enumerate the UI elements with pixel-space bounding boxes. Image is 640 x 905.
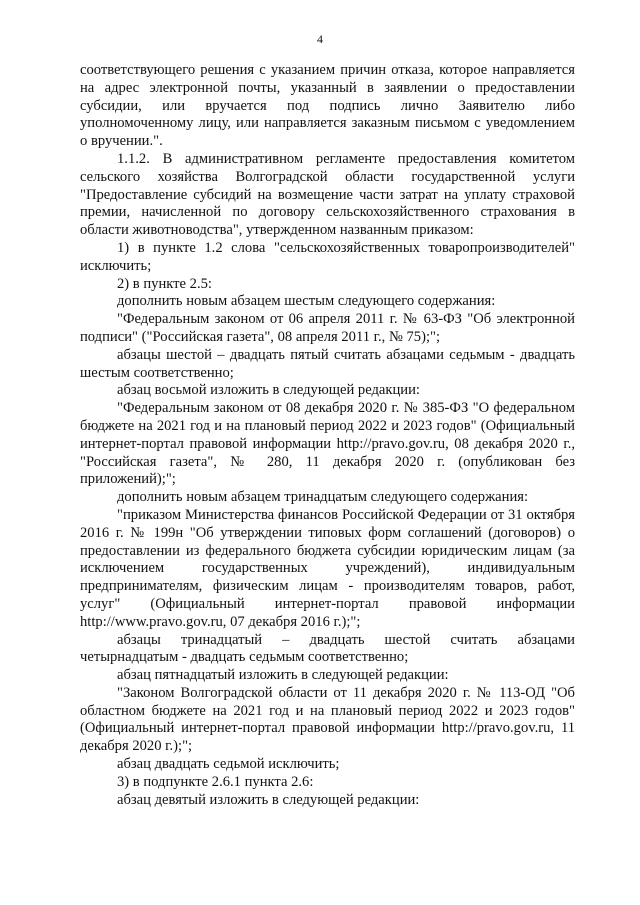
paragraph-2: 1.1.2. В административном регламенте предоставления комитетом сельского хозяйства Волгоградской области государственной услуги "Предоставление субсидий на возмещение части затрат на уплату страховой премии, начисленной по договору сельскохозяйственного страхования в области животноводства", утвержденном названным приказом: xyxy=(80,150,575,239)
paragraph-10: дополнить новым абзацем тринадцатым следующего содержания: xyxy=(117,489,529,506)
paragraph-3: 1) в пункте 1.2 слова "сельскохозяйственных товаропроизводителей" исключить; xyxy=(80,239,575,274)
paragraph-6: "Федеральным законом от 06 апреля 2011 г. № 63-ФЗ "Об электронной подписи" ("Российская газета", 08 апреля 2011 г., № 75);"; xyxy=(80,311,575,345)
document-body xyxy=(80,62,575,809)
paragraph-14: "Законом Волгоградской области от 11 декабря 2020 г. № 113-ОД "Об областном бюджете на 2021 год и на плановый период 2022 и 2023 годов" (Официальный интернет-портал правовой информации http://pravo.gov.ru, 11 декабря 2020 г.);"; xyxy=(80,684,575,755)
paragraph-9: "Федеральным законом от 08 декабря 2020 г. № 385-ФЗ "О федеральном бюджете на 2021 год и на плановый период 2022 и 2023 годов" (Официальный интернет-портал правовой информации http://pravo.gov.ru, 08 декабря 2020 г., "Российская газета", № 280, 11 декабря 2020 г. (опубликован без приложений);"; xyxy=(80,400,575,488)
paragraph-15: абзац двадцать седьмой исключить; xyxy=(117,756,340,773)
paragraph-4: 2) в пункте 2.5: xyxy=(117,275,212,292)
page-number: 4 xyxy=(317,32,323,46)
paragraph-11: "приказом Министерства финансов Российской Федерации от 31 октября 2016 г. № 199н "Об утверждении типовых форм соглашений (договоров) о предоставлении из федерального бюджета субсидии юридическим лицам (за исключением государственных учреждений), индивидуальным предпринимателям, физическим лицам - производителям товаров, работ, услуг" (Официальный интернет-портал правовой информации http://www.pravo.gov.ru, 07 декабря 2016 г.);"; xyxy=(80,506,575,630)
paragraph-12: абзацы тринадцатый – двадцать шестой считать абзацами четырнадцатым - двадцать седьмым соответственно; xyxy=(80,631,575,666)
paragraph-16: 3) в подпункте 2.6.1 пункта 2.6: xyxy=(117,773,314,790)
paragraph-17: абзац девятый изложить в следующей редакции: xyxy=(117,791,420,808)
paragraph-13: абзац пятнадцатый изложить в следующей редакции: xyxy=(117,667,449,684)
paragraph-1: соответствующего решения с указанием причин отказа, которое направляется на адрес электронной почты, указанный в заявлении о предоставлении субсидии, или вручается под подпись лично Заявителю либо уполномоченному лицу, или направляется заказным письмом с уведомлением о вручении.". xyxy=(80,62,575,150)
paragraph-7: абзацы шестой – двадцать пятый считать абзацами седьмым - двадцать шестым соответственно; xyxy=(80,346,575,381)
paragraph-8: абзац восьмой изложить в следующей редакции: xyxy=(117,382,420,399)
paragraph-5: дополнить новым абзацем шестым следующего содержания: xyxy=(117,293,496,310)
